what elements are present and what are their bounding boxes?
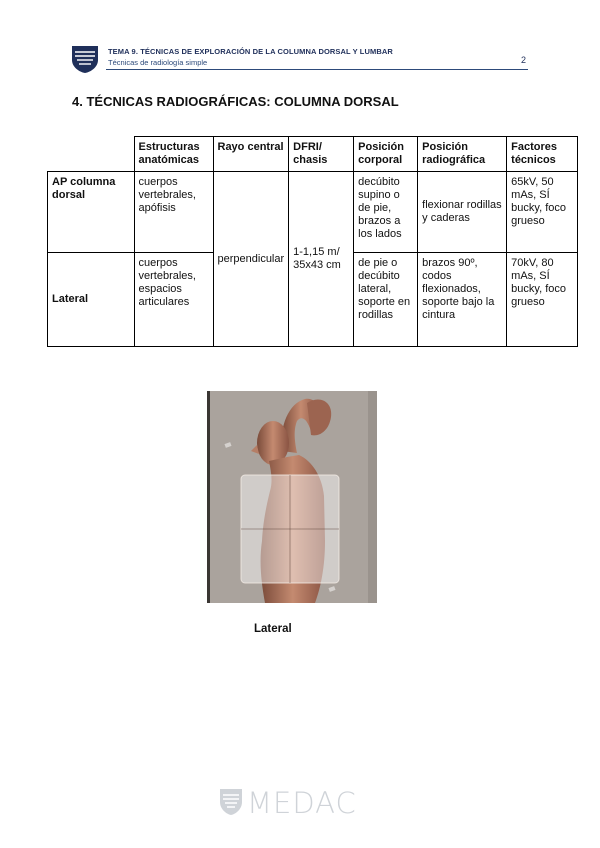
table-corner-cell [48, 137, 135, 172]
cell-estructuras-ap: cuerpos vertebrales, apófisis [134, 172, 213, 253]
column-header-posicion-corporal: Posición corporal [354, 137, 418, 172]
footer-brand-text: MEDAC [247, 786, 357, 820]
cell-factores-lateral: 70kV, 80 mAs, SÍ bucky, foco grueso [507, 253, 578, 347]
header-subtitle: Técnicas de radiología simple [108, 58, 208, 67]
cell-posicion-corporal-ap: decúbito supino o de pie, brazos a los lados [354, 172, 418, 253]
column-header-dfri: DFRI/ chasis [289, 137, 354, 172]
cell-rayo-central: perpendicular [213, 172, 289, 347]
cell-posicion-radiografica-ap: flexionar rodillas y caderas [418, 172, 507, 253]
lateral-position-illustration [207, 391, 377, 603]
column-header-factores: Factores técnicos [507, 137, 578, 172]
cell-estructuras-lateral: cuerpos vertebrales, espacios articulares [134, 253, 213, 347]
section-title: 4. TÉCNICAS RADIOGRÁFICAS: COLUMNA DORSAL [72, 94, 399, 109]
techniques-table [47, 136, 578, 347]
cell-posicion-corporal-lateral: de pie o decúbito lateral, soporte en rodillas [354, 253, 418, 347]
page-header [70, 44, 530, 74]
table-row [48, 172, 578, 253]
table-header-row [48, 137, 578, 172]
column-header-estructuras: Estructuras anatómicas [134, 137, 213, 172]
patient-lateral-image [207, 391, 377, 603]
cell-posicion-radiografica-lateral: brazos 90º, codos flexionados, soporte bajo la cintura [418, 253, 507, 347]
cell-dfri: 1-1,15 m/ 35x43 cm [289, 172, 354, 347]
header-title: TEMA 9. TÉCNICAS DE EXPLORACIÓN DE LA COLUMNA DORSAL Y LUMBAR [108, 47, 393, 56]
cell-factores-ap: 65kV, 50 mAs, SÍ bucky, foco grueso [507, 172, 578, 253]
medac-footer-shield-icon [219, 788, 243, 816]
column-header-posicion-radiografica: Posición radiográfica [418, 137, 507, 172]
medac-shield-icon [70, 44, 100, 74]
header-divider [106, 69, 528, 70]
page-number: 2 [520, 55, 526, 65]
column-header-rayo-central: Rayo central [213, 137, 289, 172]
row-label-lateral: Lateral [48, 253, 135, 347]
row-label-ap: AP columna dorsal [48, 172, 135, 253]
footer-brand [219, 786, 371, 818]
figure-caption: Lateral [254, 623, 292, 635]
